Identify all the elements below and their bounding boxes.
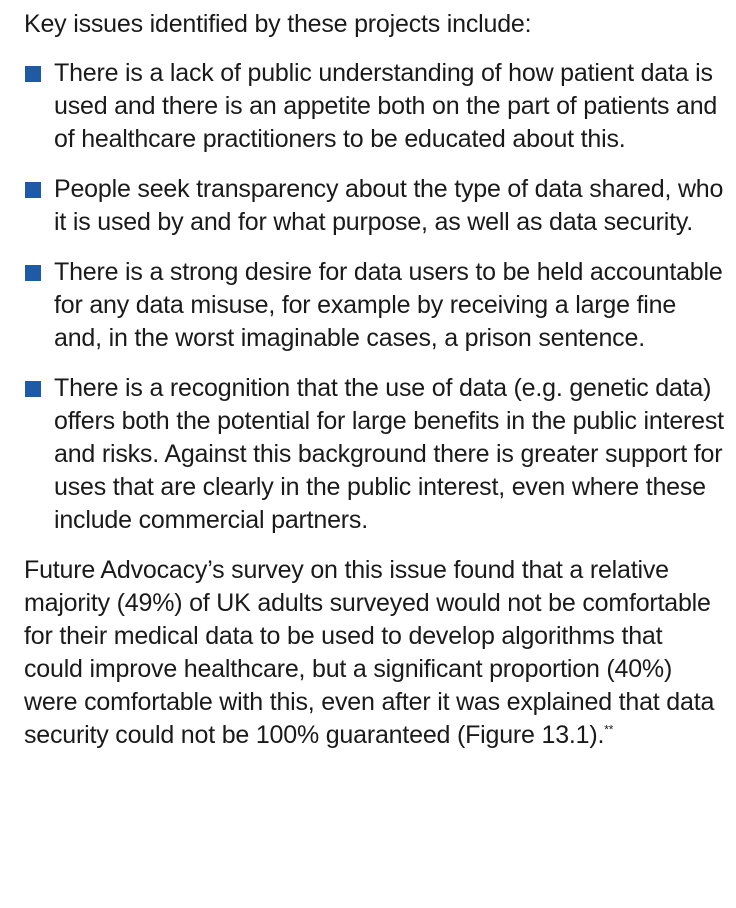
footnote-marker[interactable]: ** [604,722,614,737]
square-bullet-icon [25,66,41,82]
survey-paragraph [24,554,724,752]
key-issues-list [24,57,724,537]
list-item [24,372,724,537]
list-item [24,256,724,355]
list-item [24,173,724,239]
list-item [24,57,724,156]
document-page [24,8,724,752]
list-item-text: There is a lack of public understanding of how patient data is used and there is an appetite both on the part of patients and of healthcare practitioners to be educated about this. [54,59,718,153]
survey-paragraph-text: Future Advocacy’s survey on this issue found that a relative majority (49%) of UK adults surveyed would not be comfortable for their medical data to be used to develop algorithms that could improve healthcare, but a significant proportion (40%) were comfortable with this, even after it was explained that data security could not be 100% guaranteed (Figure 13.1). [24,556,715,749]
square-bullet-icon [25,381,41,397]
intro-paragraph: Key issues identified by these projects include: [24,10,532,38]
list-item-text: There is a recognition that the use of data (e.g. genetic data) offers both the potential for large benefits in the public interest and risks. Against this background there is greater support for uses that are clearly in the public interest, even where these include commercial partners. [54,374,724,534]
list-item-text: People seek transparency about the type of data shared, who it is used by and for what purpose, as well as data security. [54,175,724,236]
list-item-text: There is a strong desire for data users to be held accountable for any data misuse, for example by receiving a large fine and, in the worst imaginable cases, a prison sentence. [54,258,723,352]
square-bullet-icon [25,182,41,198]
square-bullet-icon [25,265,41,281]
